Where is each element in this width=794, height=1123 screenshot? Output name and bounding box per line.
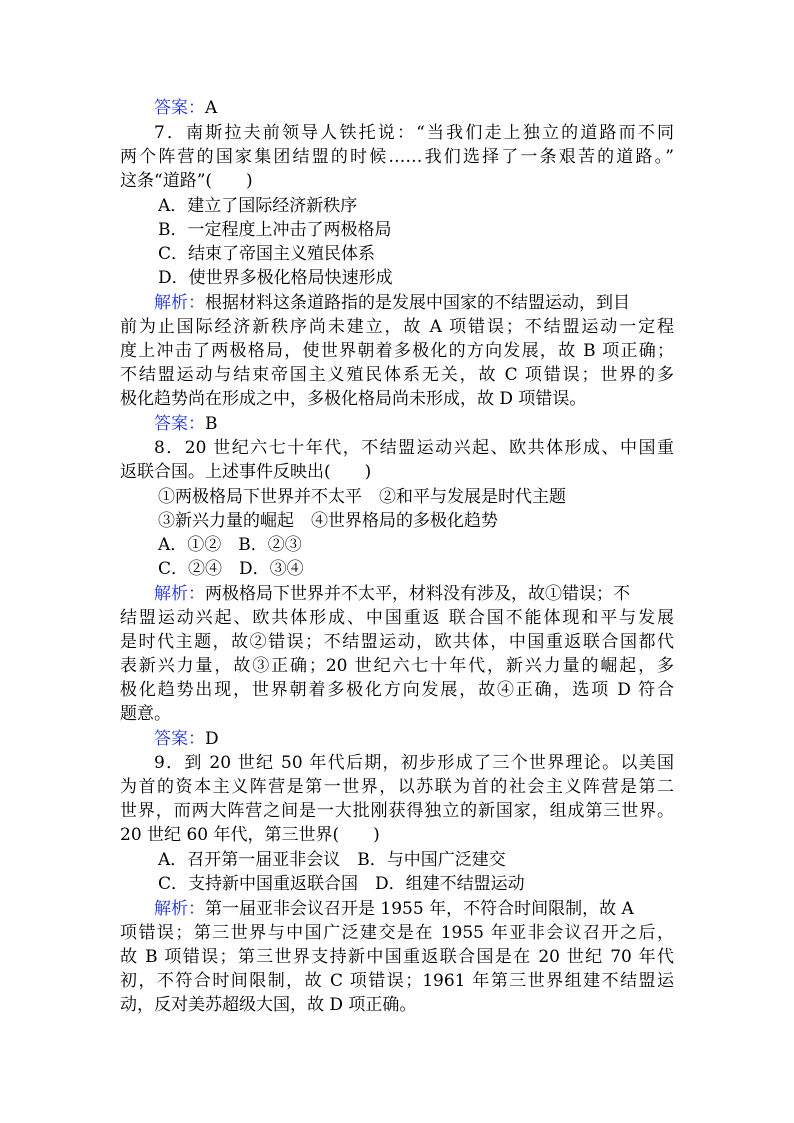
answer-line <box>154 412 708 436</box>
analysis-label: 解析： <box>154 899 205 919</box>
analysis-text: 根据材料这条道路指的是发展中国家的不结盟运动，到目 <box>205 293 630 313</box>
analysis-line: 不结盟运动与结束帝国主义殖民体系无关，故 C 项错误；世界的多 <box>120 365 674 385</box>
analysis-line: 初，不符合时间限制，故 C 项错误；1961 年第三世界组建不结盟运 <box>120 971 674 991</box>
answer-line <box>154 96 708 120</box>
analysis-line: 结盟运动兴起、欧共体形成、中国重返 联合国不能体现和平与发展 <box>120 608 674 628</box>
analysis-label: 解析： <box>154 293 205 313</box>
analysis-line: 题意。 <box>120 704 171 724</box>
answer-line <box>154 727 708 751</box>
analysis-line: 动，反对美苏超级大国，故 D 项正确。 <box>120 995 417 1015</box>
question-9-line: 世界，而两大阵营之间是一大批刚获得独立的新国家，组成第三世界。 <box>120 801 674 821</box>
analysis-line <box>154 897 708 921</box>
analysis-line: 度上冲击了两极格局，使世界朝着多极化的方向发展，故 B 项正确； <box>120 341 674 361</box>
analysis-line: 故 B 项错误；第三世界支持新中国重返联合国是在 20 世纪 70 年代 <box>120 947 674 967</box>
analysis-line: 是时代主题，故②错误；不结盟运动，欧共体，中国重返联合国都代 <box>120 632 674 652</box>
option-line: C．支持新中国重返联合国 D．组建不结盟运动 <box>158 874 525 894</box>
analysis-line: 表新兴力量，故③正确；20 世纪六七十年代，新兴力量的崛起，多 <box>120 656 674 676</box>
option-line: ③新兴力量的崛起 ④世界格局的多极化趋势 <box>158 511 498 531</box>
analysis-line: 前为止国际经济新秩序尚未建立，故 A 项错误；不结盟运动一定程 <box>120 317 674 337</box>
analysis-line: 极化趋势尚在形成之中，多极化格局尚未形成，故 D 项错误。 <box>120 389 587 409</box>
option-line: D．使世界多极化格局快速形成 <box>158 268 393 288</box>
answer-value: A <box>205 98 218 118</box>
option-line: A．建立了国际经济新秩序 <box>158 196 358 216</box>
question-7-line: 7．南斯拉夫前领导人铁托说：“当我们走上独立的道路而不同 <box>154 123 674 143</box>
answer-label: 答案： <box>154 729 205 749</box>
question-7-line: 这条“道路”( ) <box>120 171 253 191</box>
question-8-line: 8．20 世纪六七十年代，不结盟运动兴起、欧共体形成、中国重 <box>154 438 674 458</box>
option-line: A．①② B．②③ <box>158 535 302 555</box>
answer-value: B <box>205 414 218 434</box>
answer-label: 答案： <box>154 98 205 118</box>
analysis-line: 极化趋势出现，世界朝着多极化方向发展，故④正确，选项 D 符合 <box>120 680 674 700</box>
option-line: A．召开第一届亚非会议 B．与中国广泛建交 <box>158 850 506 870</box>
question-8-line: 返联合国。上述事件反映出( ) <box>120 462 372 482</box>
analysis-text: 两极格局下世界并不太平，材料没有涉及，故①错误；不 <box>205 584 630 604</box>
analysis-line <box>154 291 708 315</box>
option-line: C．②④ D．③④ <box>158 559 304 579</box>
analysis-text: 第一届亚非会议召开是 1955 年，不符合时间限制，故 A <box>205 899 634 919</box>
analysis-line <box>154 582 708 606</box>
answer-label: 答案： <box>154 414 205 434</box>
analysis-line: 项错误；第三世界与中国广泛建交是在 1955 年亚非会议召开之后， <box>120 923 674 943</box>
question-9-line: 9．到 20 世纪 50 年代后期，初步形成了三个世界理论。以美国 <box>154 753 674 773</box>
question-7-line: 两个阵营的国家集团结盟的时候……我们选择了一条艰苦的道路。” <box>120 147 674 167</box>
option-line: ①两极格局下世界并不太平 ②和平与发展是时代主题 <box>158 487 566 507</box>
question-9-line: 20 世纪 60 年代，第三世界( ) <box>120 825 380 845</box>
analysis-label: 解析： <box>154 584 205 604</box>
question-9-line: 为首的资本主义阵营是第一世界，以苏联为首的社会主义阵营是第二 <box>120 777 674 797</box>
option-line: C．结束了帝国主义殖民体系 <box>158 244 376 264</box>
answer-value: D <box>205 729 219 749</box>
option-line: B．一定程度上冲击了两极格局 <box>158 220 392 240</box>
